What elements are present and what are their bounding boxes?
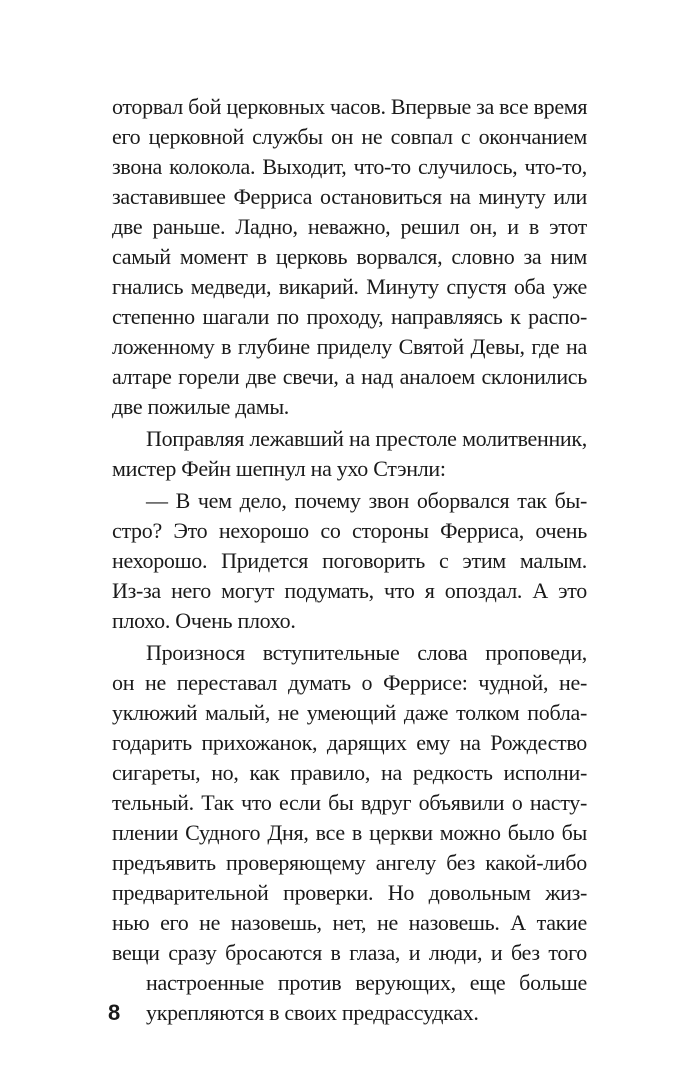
page-number: 8 — [108, 1000, 121, 1025]
text-line: алтаре горели две свечи, а над аналоем склонились — [112, 364, 587, 389]
text-line: предварительной проверки. Но довольным жиз- — [112, 880, 587, 905]
text-line: сигареты, но, как правило, на редкость исполни- — [112, 760, 587, 785]
paragraph-first-line: Произнося вступительные слова проповеди, — [146, 640, 587, 665]
text-line: оторвал бой церковных часов. Впервые за все время — [112, 94, 588, 119]
text-line: самый момент в церковь ворвался, словно за ним — [112, 244, 587, 269]
text-line: годарить прихожанок, дарящих ему на Рождество — [112, 730, 587, 755]
text-line: уклюжий малый, не умеющий даже толком побла- — [112, 700, 587, 725]
text-line: заставившее Ферриса остановиться на минуту или — [112, 184, 587, 209]
dialogue-line: — В чем дело, почему звон оборвался так бы- — [146, 488, 587, 513]
text-line: вещи сразу бросаются в глаза, и люди, и без того — [112, 940, 587, 965]
text-line: тельный. Так что если бы вдруг объявили о насту- — [112, 790, 587, 815]
text-line: нехорошо. Придется поговорить с этим малым. — [112, 548, 587, 573]
text-line: укрепляются в своих предрассудках. — [146, 1000, 479, 1025]
text-line: гнались медведи, викарий. Минуту спустя оба уже — [112, 274, 587, 299]
text-line: он не переставал думать о Феррисе: чудной, не- — [112, 670, 587, 695]
text-line: мистер Фейн шепнул на ухо Стэнли: — [112, 456, 446, 481]
text-line: ложенному в глубине приделу Святой Девы, где на — [112, 334, 587, 359]
text-line: настроенные против верующих, еще больше — [146, 970, 587, 995]
text-line: предъявить проверяющему ангелу без какой-либо — [112, 850, 587, 875]
text-line: нью его не назовешь, нет, не назовешь. А такие — [112, 910, 587, 935]
paragraph-first-line: Поправляя лежавший на престоле молитвенник, — [146, 426, 587, 451]
text-line: плохо. Очень плохо. — [112, 608, 296, 633]
text-line: его церковной службы он не совпал с окончанием — [112, 124, 587, 149]
text-line: стро? Это нехорошо со стороны Ферриса, очень — [112, 518, 587, 543]
text-line: две раньше. Ладно, неважно, решил он, и в этот — [112, 214, 587, 239]
text-line: Из-за него могут подумать, что я опоздал. А это — [112, 578, 587, 603]
text-line: звона колокола. Выходит, что-то случилось, что-то, — [112, 154, 587, 179]
text-line: степенно шагали по проходу, направляясь к распо- — [112, 304, 587, 329]
text-line: две пожилые дамы. — [112, 394, 290, 419]
text-line: плении Судного Дня, все в церкви можно было бы — [112, 820, 587, 845]
